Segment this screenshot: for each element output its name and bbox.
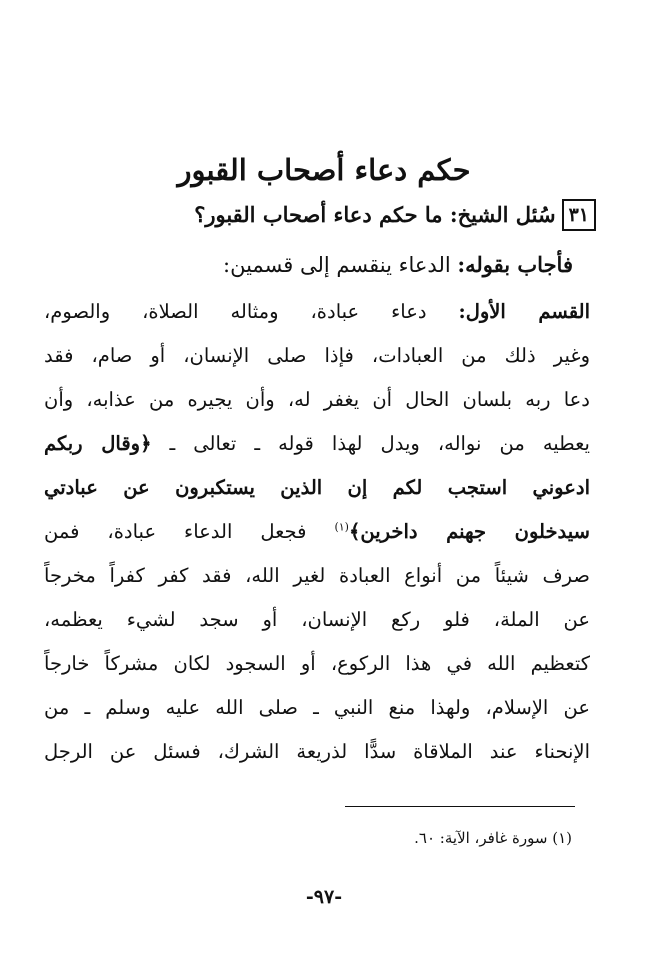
section-label: القسم الأول: bbox=[458, 300, 590, 323]
body-line-text: فجعل الدعاء عبادة، فمن bbox=[44, 520, 307, 543]
body-line: صرف شيئاً من أنواع العبادة لغير الله، فقد كفر كفراً مخرجاً bbox=[44, 564, 590, 587]
body-line: عن الإسلام، ولهذا منع النبي ـ صلى الله عليه وسلم ـ من bbox=[44, 696, 590, 719]
page-number: -٩٧- bbox=[305, 886, 343, 908]
body-line bbox=[44, 422, 590, 466]
footnote: (١) سورة غافر، الآية: ٦٠. bbox=[414, 829, 572, 847]
body-line-text: دعاء عبادة، ومثاله الصلاة، والصوم، bbox=[44, 300, 427, 323]
footnote-reference: (١) bbox=[334, 520, 349, 534]
quran-quote: ﴿وقال ربكم bbox=[44, 432, 152, 455]
body-line: وغير ذلك من العبادات، فإذا صلى الإنسان، أو صام، فقد bbox=[44, 344, 590, 367]
question-number-box: ٣١ bbox=[562, 199, 596, 231]
body-text bbox=[44, 290, 590, 774]
question-text: سُئل الشيخ: ما حكم دعاء أصحاب القبور؟ bbox=[194, 202, 556, 227]
body-line: عن الملة، فلو ركع الإنسان، أو سجد لشيء يعظمه، bbox=[44, 608, 590, 631]
body-line bbox=[44, 510, 590, 554]
body-line bbox=[44, 290, 590, 334]
question bbox=[48, 196, 596, 234]
answer-intro bbox=[53, 246, 573, 284]
body-line-text: يعطيه من نواله، ويدل لهذا قوله ـ تعالى ـ bbox=[169, 432, 590, 455]
quran-quote: سيدخلون جهنم داخرين﴾ bbox=[348, 520, 590, 543]
quran-quote-line: ادعوني استجب لكم إن الذين يستكبرون عن عبادتي bbox=[44, 476, 590, 499]
answer-intro-text: الدعاء ينقسم إلى قسمين: bbox=[223, 253, 451, 277]
body-line: الإنحناء عند الملاقاة سدًّا لذريعة الشرك، فسئل عن الرجل bbox=[44, 740, 590, 763]
body-line: كتعظيم الله في هذا الركوع، أو السجود لكان مشركاً خارجاً bbox=[44, 652, 590, 675]
body-line: دعا ربه بلسان الحال أن يغفر له، وأن يجيره من عذابه، وأن bbox=[44, 388, 590, 411]
page-title: حكم دعاء أصحاب القبور bbox=[177, 153, 471, 187]
footnote-divider bbox=[345, 806, 575, 807]
answer-lead: فأجاب بقوله: bbox=[457, 252, 573, 277]
